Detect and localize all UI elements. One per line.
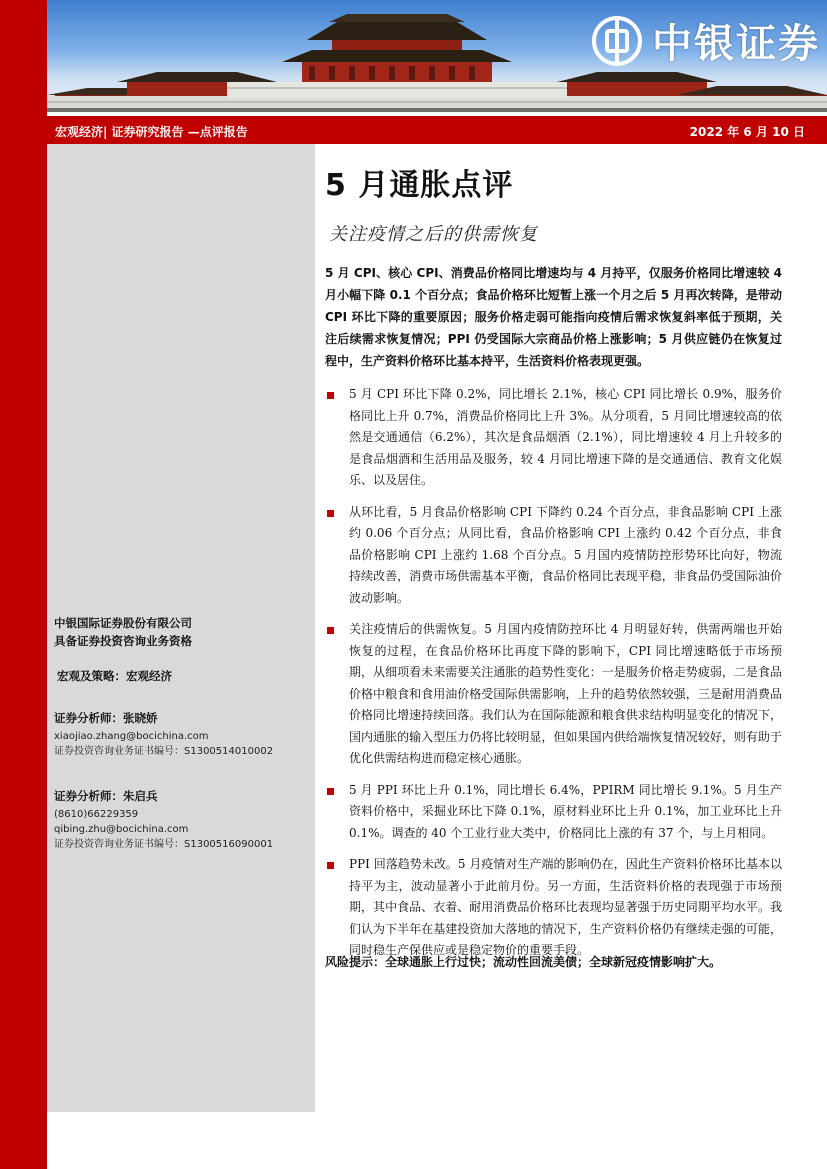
report-title: 5 月通胀点评: [325, 168, 514, 203]
boc-logo-icon: [592, 16, 642, 66]
bullet-square-icon: [327, 862, 334, 869]
company-info: [54, 614, 192, 650]
list-item: [325, 854, 782, 962]
report-subtitle: 关注疫情之后的供需恢复: [329, 224, 538, 245]
report-date: 2022 年 6 月 10 日: [689, 125, 805, 139]
brand-name: 中银证券: [652, 21, 820, 67]
analyst-email: xiaojiao.zhang@bocichina.com: [54, 731, 209, 742]
bullet-square-icon: [327, 392, 334, 399]
report-header-bar: [47, 116, 827, 144]
strategy-label: 宏观及策略：宏观经济: [57, 669, 172, 683]
header-banner: [47, 0, 827, 112]
key-points-list: [325, 384, 782, 972]
analyst-name: 证券分析师：朱启兵: [54, 789, 158, 803]
bullet-square-icon: [327, 510, 334, 517]
bullet-text: 5 月 PPI 环比上升 0.1%，同比增长 6.4%，PPIRM 同比增长 9.1%。5 月生产资料价格中，采掘业环比下降 0.1%，原材料业环比上升 0.1%，加工业环比上升 0.1%。调查的 40 个工业行业大类中，价格同比上涨的有 37 个，与上月相同。: [349, 782, 782, 840]
list-item: [325, 502, 782, 610]
bullet-square-icon: [327, 627, 334, 634]
analyst-card: [54, 788, 273, 852]
report-summary: 5 月 CPI、核心 CPI、消费品价格同比增速均与 4 月持平，仅服务价格同比增速较 4 月小幅下降 0.1 个百分点；食品价格环比短暂上涨一个月之后 5 月再次转降，是带动 CPI 环比下降的重要原因；服务价格走弱可能指向疫情后需求恢复斜率低于预期，关注后续需求恢复情况；PPI 仍受国际大宗商品价格上涨影响；5 月供应链仍在恢复过程中，生产资料价格环比基本持平，生活资料价格表现更强。: [325, 266, 782, 368]
analyst-phone: (8610)66229359: [54, 809, 139, 820]
bullet-text: PPI 回落趋势未改。5 月疫情对生产端的影响仍在，因此生产资料价格环比基本以持平为主，波动显著小于此前月份。另一方面，生活资料价格的表现强于市场预期，其中食品、衣着、耐用消费品价格环比表现均显著强于历史同期平均水平。我们认为下半年在基建投资加大落地的情况下，生产资料价格仍有继续走强的可能，同时稳生产保供应或是稳定物价的重要手段。: [349, 857, 782, 957]
list-item: [325, 780, 782, 845]
list-item: [325, 619, 782, 770]
risk-warning: 风险提示：全球通胀上行过快；流动性回流美债；全球新冠疫情影响扩大。: [325, 955, 722, 969]
left-red-stripe: [0, 0, 47, 1169]
bullet-text: 5 月 CPI 环比下降 0.2%，同比增长 2.1%，核心 CPI 同比增长 0.9%，服务价格同比上升 0.7%，消费品价格同比上升 3%。从分项看，5 月同比增速较高的依然是交通通信（6.2%），其次是食品烟酒（2.1%），同比增速较 4 月上升较多的是食品烟酒和生活用品及服务，较 4 月同比增速下降的是交通通信、教育文化娱乐、以及居住。: [349, 387, 782, 487]
bullet-square-icon: [327, 788, 334, 795]
analyst-email: qibing.zhu@bocichina.com: [54, 824, 189, 835]
company-name: 中银国际证券股份有限公司: [54, 616, 192, 630]
analyst-name: 证券分析师：张晓娇: [54, 711, 158, 725]
bullet-text: 从环比看，5 月食品价格影响 CPI 下降约 0.24 个百分点，非食品影响 CPI 上涨约 0.06 个百分点；从同比看，食品价格影响 CPI 上涨约 0.42 个百分点，非食品价格影响 CPI 上涨约 1.68 个百分点。5 月国内疫情防控形势环比向好，物流持续改善，消费市场供需基本平衡，食品价格同比表现平稳，非食品仍受国际油价波动影响。: [349, 504, 782, 605]
company-qualification: 具备证券投资咨询业务资格: [54, 634, 192, 648]
bullet-text: 关注疫情后的供需恢复。5 月国内疫情防控环比 4 月明显好转，供需两端也开始恢复的过程，在食品价格环比再度下降的影响下，CPI 同比增速略低于市场预期，从细项看未来需要关注通胀的趋势性变化：一是服务价格走势疲弱，二是食品价格中粮食和食用油价格受国际供需影响，上升的趋势依然较强，三是耐用消费品价格同比增速持续回落。我们认为在国际能源和粮食供求结构明显变化的情况下，国内通胀的输入型压力仍将比较明显，但如果国内供给端恢复情况较好，则有助于优化供需结构进而稳定核心通胀。: [349, 622, 782, 765]
list-item: [325, 384, 782, 492]
report-category: 宏观经济| 证券研究报告 —点评报告: [55, 125, 248, 139]
analyst-license: 证券投资咨询业务证书编号：S1300514010002: [54, 746, 274, 757]
analyst-card: [54, 710, 273, 759]
brand-logo: [592, 12, 820, 69]
sidebar: [47, 144, 315, 1112]
analyst-license: 证券投资咨询业务证书编号：S1300516090001: [54, 839, 274, 850]
